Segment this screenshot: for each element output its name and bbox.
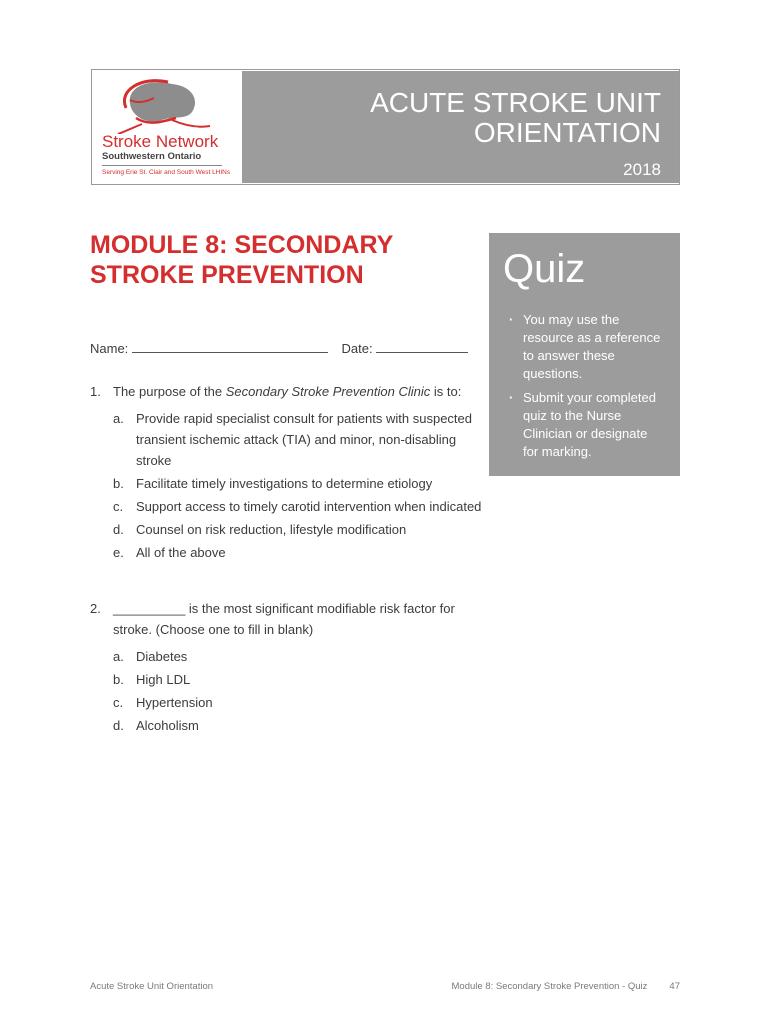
answer-option[interactable]: e. All of the above — [113, 545, 226, 560]
title-line-1: ACUTE STROKE UNIT — [370, 87, 661, 118]
module-title: MODULE 8: SECONDARY STROKE PREVENTION — [90, 231, 393, 289]
name-date-line — [90, 340, 468, 356]
header-banner — [91, 69, 680, 185]
question-text: __________ is the most significant modifiable risk factor for stroke. (Choose one to fill in blank) — [113, 601, 455, 637]
footer-module: Module 8: Secondary Stroke Prevention - Quiz — [451, 981, 648, 992]
name-field[interactable] — [132, 340, 328, 353]
answer-option[interactable]: c. Support access to timely carotid intervention when indicated — [113, 499, 482, 514]
answer-options — [113, 646, 470, 736]
quiz-notes — [503, 311, 666, 461]
brain-logo-icon — [102, 78, 227, 134]
title-line-2: ORIENTATION — [473, 117, 661, 148]
logo-name: Stroke Network — [102, 132, 219, 151]
stroke-network-logo — [92, 70, 242, 184]
question-number: 2. — [90, 601, 101, 616]
question-text: The purpose of the Secondary Stroke Prevention Clinic is to: — [113, 384, 462, 399]
answer-option[interactable]: b. Facilitate timely investigations to determine etiology — [113, 476, 433, 491]
logo-tagline: Serving Erie St. Clair and South West LHINs — [102, 169, 231, 176]
date-label: Date: — [341, 341, 373, 356]
title-panel — [242, 71, 679, 183]
logo-region: Southwestern Ontario — [102, 151, 222, 166]
name-label: Name: — [90, 341, 129, 356]
date-field[interactable] — [376, 340, 468, 353]
footer-doc-title: Acute Stroke Unit Orientation — [90, 981, 214, 992]
quiz-info-panel — [489, 233, 680, 476]
answer-option[interactable]: b. High LDL — [113, 672, 191, 687]
quiz-note: · You may use the resource as a reference to answer these questions. — [503, 311, 666, 383]
question-number: 1. — [90, 384, 101, 399]
title-year: 2018 — [623, 160, 661, 179]
quiz-note: · Submit your completed quiz to the Nurse Clinician or designate for marking. — [503, 389, 666, 461]
answer-option[interactable]: a. Diabetes — [113, 649, 188, 664]
answer-option[interactable]: c. Hypertension — [113, 695, 213, 710]
answer-option[interactable]: d. Counsel on risk reduction, lifestyle modification — [113, 522, 407, 537]
question-2 — [90, 598, 470, 738]
answer-option[interactable]: d. Alcoholism — [113, 718, 199, 733]
footer-section — [452, 981, 680, 992]
answer-option[interactable]: a. Provide rapid specialist consult for patients with suspected transient ischemic attack (TIA) and minor, non-disabling stroke — [113, 411, 473, 468]
quiz-title: Quiz — [503, 247, 586, 291]
answer-options — [113, 408, 490, 563]
question-1 — [90, 381, 490, 565]
page-number: 47 — [669, 981, 680, 992]
